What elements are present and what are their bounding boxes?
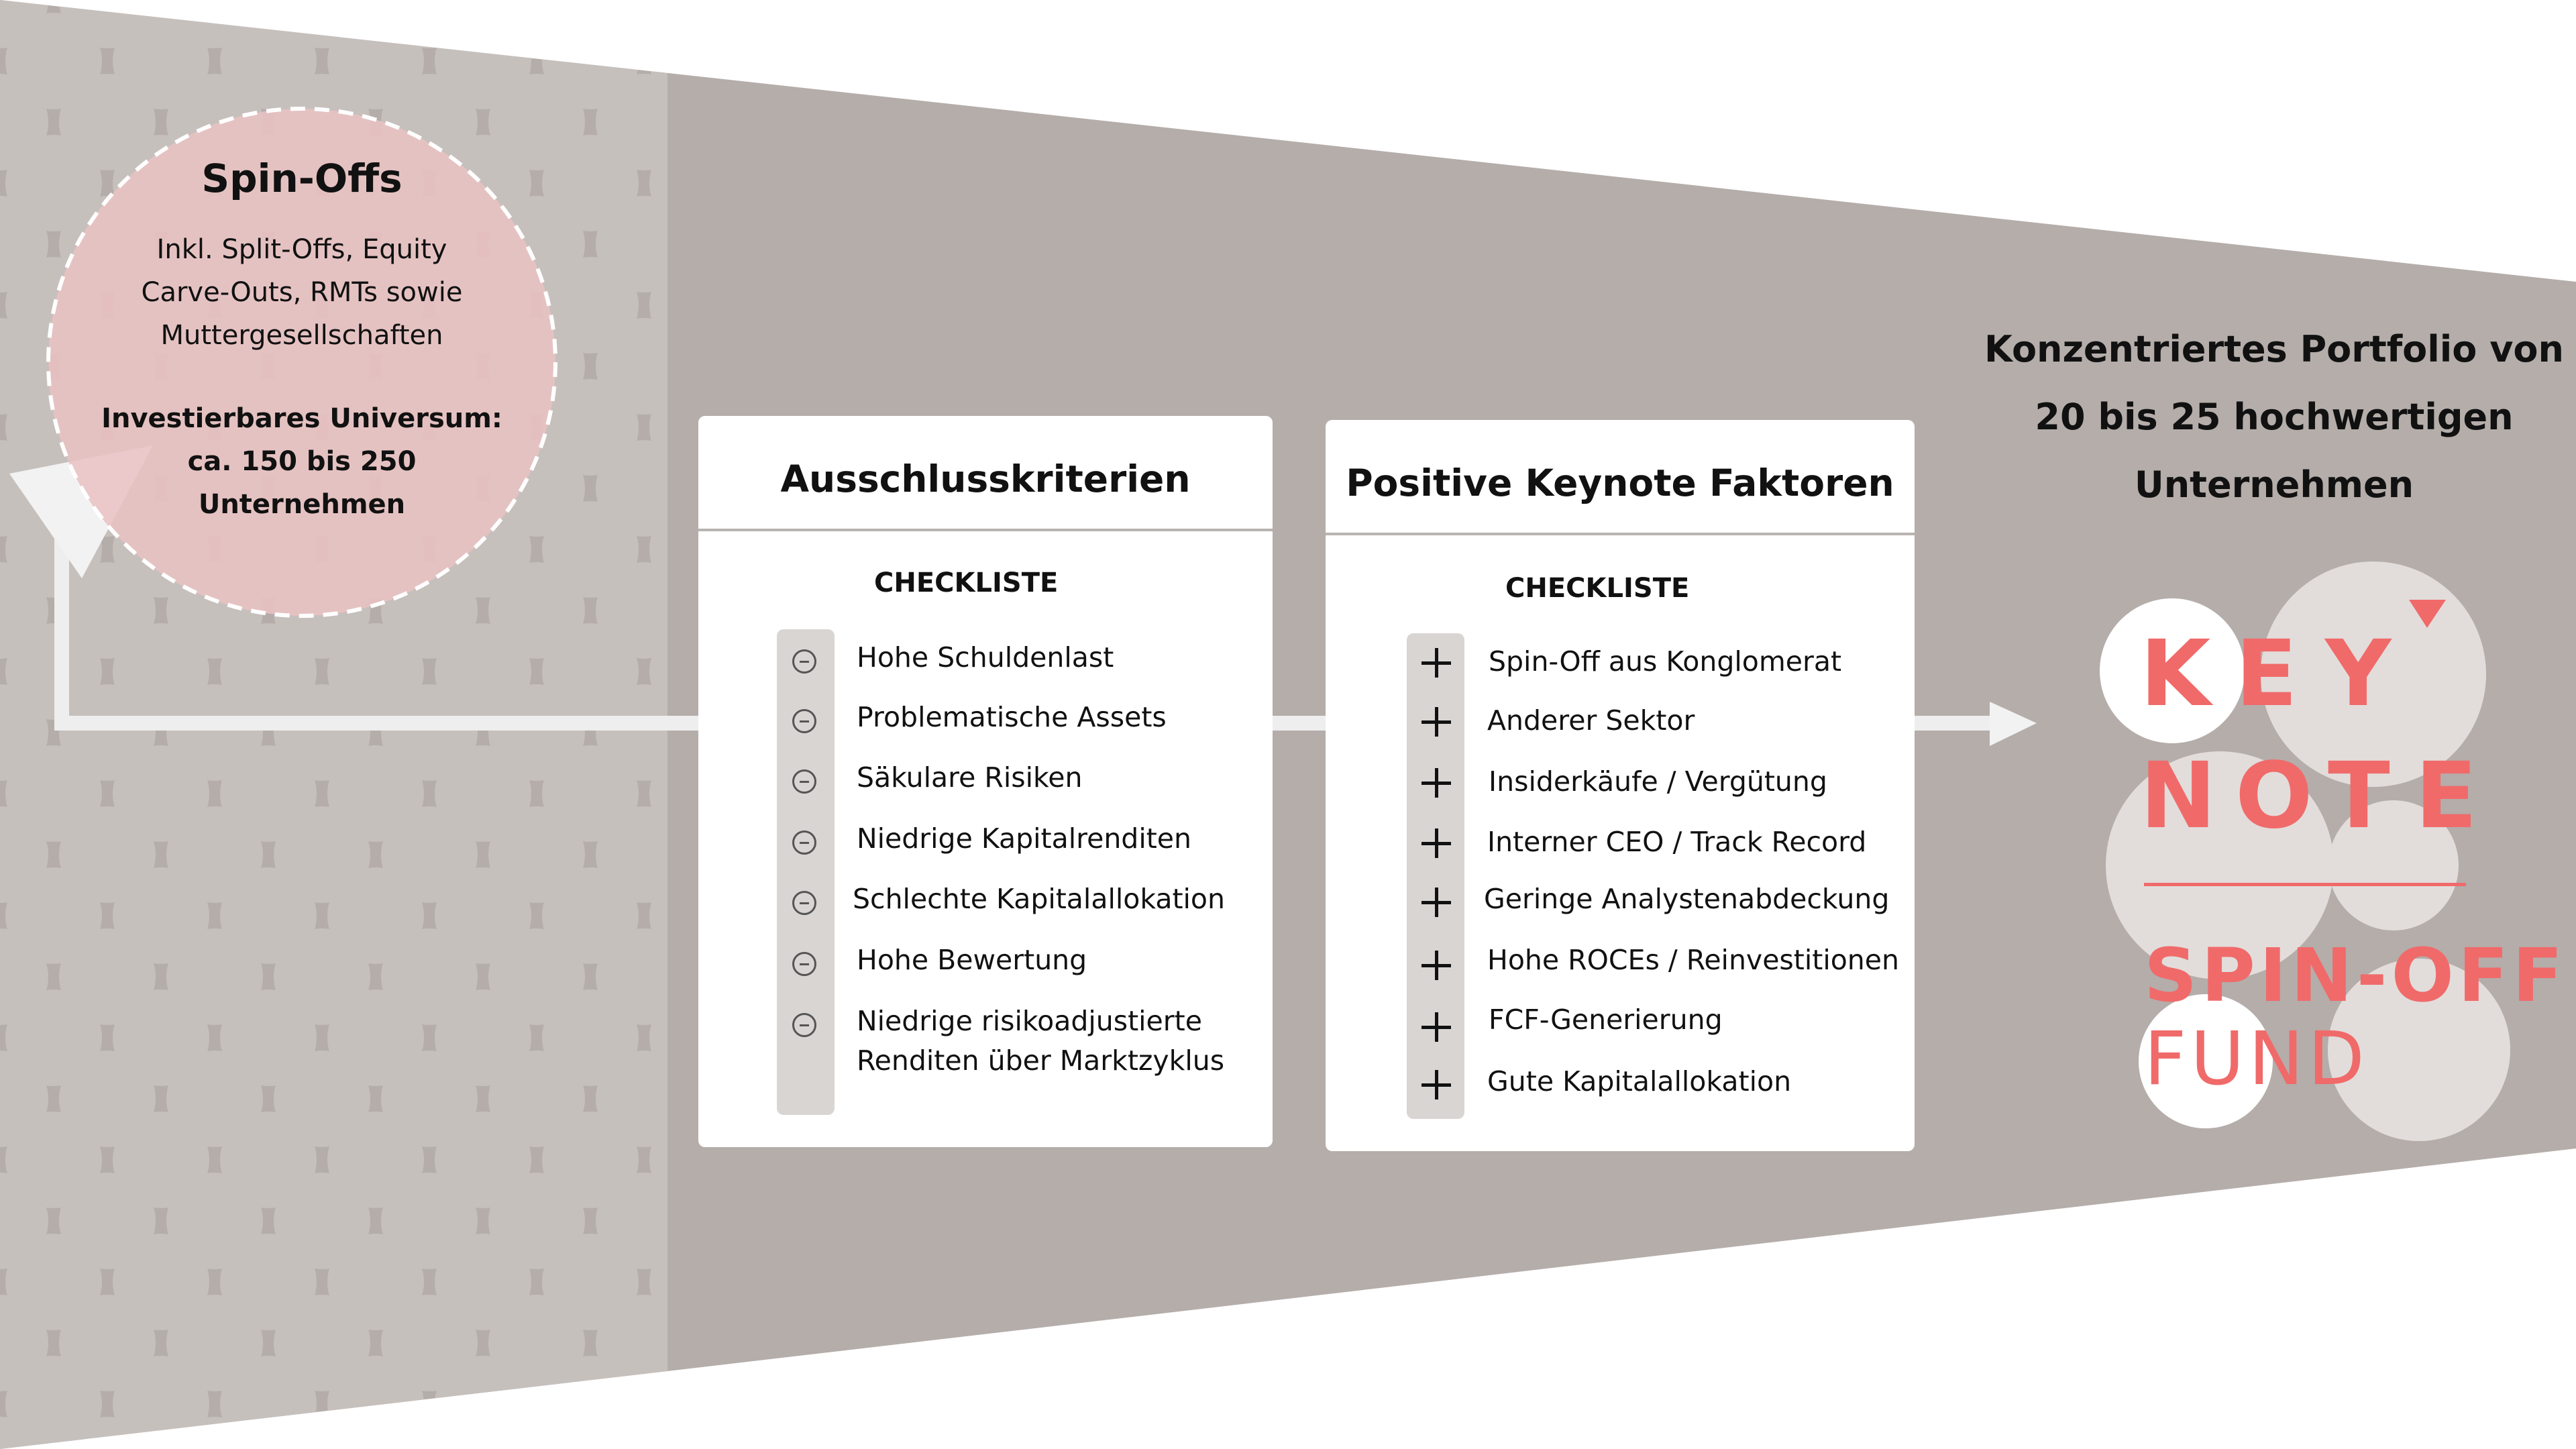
- plus-icon: [1421, 648, 1451, 678]
- logo-letter: T: [2328, 743, 2390, 849]
- connector-line: [1273, 716, 1326, 731]
- logo-letter: O: [2235, 743, 2313, 849]
- minus-circle-icon: [792, 649, 816, 674]
- checklist-label: CHECKLISTE: [874, 568, 1059, 598]
- exclusion-item: Säkulare Risiken: [857, 761, 1083, 794]
- minus-circle-icon: [792, 1013, 816, 1037]
- exclusion-item: Hohe Schuldenlast: [857, 641, 1114, 674]
- minus-circle-icon: [792, 891, 816, 915]
- plus-icon: [1421, 707, 1451, 737]
- plus-icon: [1421, 1012, 1451, 1042]
- positive-item: Hohe ROCEs / Reinvestitionen: [1487, 944, 1899, 976]
- portfolio-text: [1966, 315, 2576, 519]
- portfolio-line: Unternehmen: [2134, 464, 2414, 506]
- exclusion-item: Problematische Assets: [857, 701, 1167, 733]
- exclusion-card-title: Ausschlusskriterien: [780, 458, 1191, 500]
- checklist-rail: [1407, 633, 1464, 1119]
- plus-icon: [1421, 888, 1451, 917]
- minus-circle-icon: [792, 709, 816, 733]
- logo-letter: E: [2415, 743, 2477, 849]
- positive-item: Gute Kapitalallokation: [1487, 1065, 1792, 1097]
- spin-offs-title: Spin-Offs: [201, 156, 402, 201]
- logo-fund: FUND: [2144, 1016, 2369, 1102]
- plus-icon: [1421, 951, 1451, 980]
- logo-spin-off: SPIN-OFF: [2144, 932, 2567, 1018]
- portfolio-line: 20 bis 25 hochwertigen: [2035, 396, 2514, 438]
- investable-universe-line: Investierbares Universum:: [101, 403, 502, 434]
- exclusion-item: Niedrige Kapitalrenditen: [857, 822, 1192, 855]
- spin-offs-subtitle-line: Carve-Outs, RMTs sowie: [141, 277, 463, 308]
- card-divider: [698, 529, 1273, 531]
- positive-factors-card: [1326, 420, 1915, 1151]
- plus-icon: [1421, 828, 1451, 858]
- exclusion-item: Schlechte Kapitalallokation: [853, 883, 1226, 915]
- logo-letter: E: [2235, 621, 2298, 727]
- portfolio-line: Konzentriertes Portfolio von: [1984, 328, 2564, 370]
- positive-card-title: Positive Keynote Faktoren: [1346, 462, 1894, 504]
- investable-universe-line: Unternehmen: [198, 489, 406, 520]
- spin-offs-subtitle-line: Muttergesellschaften: [160, 320, 443, 351]
- positive-item: FCF-Generierung: [1489, 1004, 1723, 1036]
- exclusion-item-continued: Renditen über Marktzyklus: [857, 1044, 1225, 1077]
- positive-item: Interner CEO / Track Record: [1487, 826, 1867, 858]
- connector-line-right: [1915, 716, 1992, 731]
- positive-item: Spin-Off aus Konglomerat: [1489, 645, 1842, 678]
- positive-item: Geringe Analystenabdeckung: [1484, 883, 1890, 915]
- exclusion-item: Hohe Bewertung: [857, 944, 1087, 976]
- exclusion-criteria-card: [698, 416, 1273, 1147]
- checklist-label: CHECKLISTE: [1505, 573, 1690, 604]
- investable-universe: [67, 397, 537, 526]
- minus-circle-icon: [792, 952, 816, 976]
- spin-offs-subtitle: [67, 228, 537, 357]
- checklist-rail: [777, 629, 835, 1115]
- exclusion-item: Niedrige risikoadjustierte: [857, 1005, 1202, 1037]
- plus-icon: [1421, 768, 1451, 798]
- spin-offs-subtitle-line: Inkl. Split-Offs, Equity: [156, 234, 447, 265]
- minus-circle-icon: [792, 830, 816, 855]
- investable-universe-line: ca. 150 bis 250: [187, 446, 417, 477]
- minus-circle-icon: [792, 769, 816, 794]
- logo-letter: Y: [2325, 621, 2392, 727]
- card-divider: [1326, 533, 1915, 535]
- plus-icon: [1421, 1070, 1451, 1099]
- positive-item: Insiderkäufe / Vergütung: [1489, 765, 1827, 798]
- logo-divider: [2144, 883, 2466, 886]
- logo-letter: K: [2140, 621, 2211, 727]
- positive-item: Anderer Sektor: [1487, 704, 1695, 737]
- logo-letter: N: [2140, 743, 2216, 849]
